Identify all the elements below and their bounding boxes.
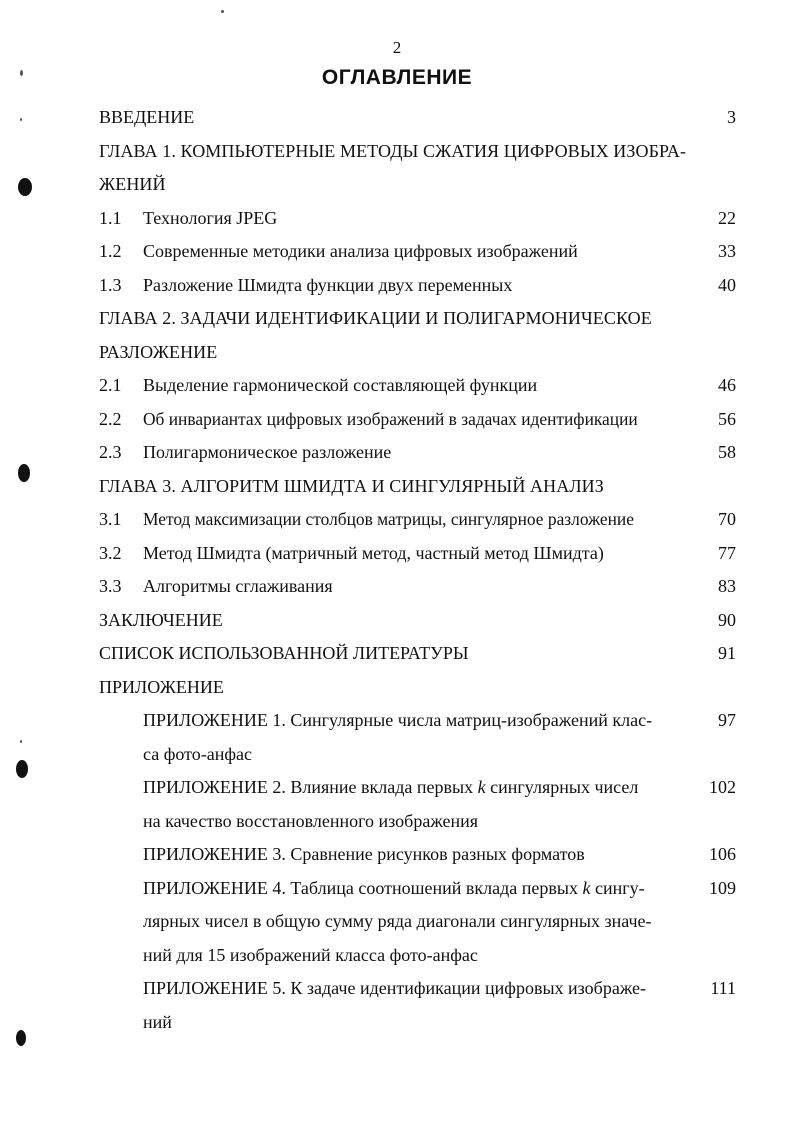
toc-entry-label: ВВЕДЕНИЕ bbox=[99, 107, 195, 127]
scan-speck bbox=[20, 740, 22, 743]
toc-chapter-label: ГЛАВА 1. КОМПЬЮТЕРНЫЕ МЕТОДЫ СЖАТИЯ ЦИФРОВЫХ ИЗОБРА- bbox=[99, 140, 687, 161]
toc-chapter-2-cont bbox=[99, 336, 744, 370]
toc-section-page: 77 bbox=[718, 542, 736, 563]
toc-section-number: 3.3 bbox=[99, 576, 122, 596]
toc-section-number: 3.1 bbox=[99, 509, 122, 529]
toc-chapter-label-cont: РАЗЛОЖЕНИЕ bbox=[99, 341, 218, 362]
scan-mark bbox=[16, 760, 28, 778]
toc-entry-page: 3 bbox=[727, 107, 736, 127]
toc-appendix-page: 97 bbox=[718, 710, 736, 730]
toc-appendix-k: k bbox=[582, 877, 591, 898]
toc-section-2-3[interactable] bbox=[99, 436, 744, 470]
toc-section-number: 2.2 bbox=[99, 408, 122, 429]
toc-appendix-line: ний для 15 изображений класса фото-анфас bbox=[143, 944, 478, 965]
toc-appendix-2[interactable] bbox=[99, 771, 744, 838]
toc-chapter-2[interactable] bbox=[99, 302, 744, 336]
toc-appendix-line: ПРИЛОЖЕНИЕ 5. К задаче идентификации цифровых изображе- bbox=[143, 978, 647, 998]
toc-appendix-3[interactable] bbox=[99, 838, 744, 872]
toc-appendix-line: ПРИЛОЖЕНИЕ 2. Влияние вклада первых bbox=[143, 777, 478, 797]
toc-appendix-page: 102 bbox=[709, 777, 736, 797]
toc-entry-label: СПИСОК ИСПОЛЬЗОВАННОЙ ЛИТЕРАТУРЫ bbox=[99, 643, 469, 663]
toc-appendix-1[interactable] bbox=[99, 704, 744, 771]
toc-entry-appendix[interactable] bbox=[99, 671, 744, 705]
toc-section-2-2[interactable] bbox=[99, 403, 744, 437]
toc-chapter-1-cont bbox=[99, 168, 744, 202]
toc-appendix-line: са фото-анфас bbox=[143, 743, 253, 764]
toc-section-1-1[interactable] bbox=[99, 202, 744, 236]
scan-mark bbox=[18, 178, 32, 196]
toc-section-2-1[interactable] bbox=[99, 369, 744, 403]
toc-section-3-2[interactable] bbox=[99, 537, 744, 571]
toc-section-number: 3.2 bbox=[99, 542, 122, 563]
toc-section-label: Метод максимизации столбцов матрицы, сингулярное разложение bbox=[143, 509, 634, 529]
toc-section-page: 70 bbox=[718, 509, 736, 529]
toc-appendix-line: на качество восстановленного изображения bbox=[143, 810, 479, 831]
toc-section-number: 2.1 bbox=[99, 375, 122, 395]
table-of-contents bbox=[99, 101, 744, 1039]
toc-section-number: 1.2 bbox=[99, 241, 122, 261]
page-title: ОГЛАВЛЕНИЕ bbox=[321, 66, 473, 89]
toc-appendix-line: ПРИЛОЖЕНИЕ 1. Сингулярные числа матриц-изображений клас- bbox=[143, 710, 653, 730]
toc-section-number: 1.1 bbox=[99, 207, 122, 228]
toc-chapter-1[interactable] bbox=[99, 135, 744, 169]
scan-mark bbox=[18, 464, 30, 482]
scan-speck bbox=[221, 10, 224, 13]
toc-section-label: Об инвариантах цифровых изображений в задачах идентификации bbox=[143, 408, 638, 429]
toc-appendix-5[interactable] bbox=[99, 972, 744, 1039]
toc-section-number: 2.3 bbox=[99, 442, 122, 462]
toc-section-page: 56 bbox=[718, 408, 736, 429]
toc-section-label: Алгоритмы сглаживания bbox=[143, 576, 333, 596]
toc-section-1-2[interactable] bbox=[99, 235, 744, 269]
toc-section-page: 83 bbox=[718, 576, 736, 596]
toc-appendix-line: сингу- bbox=[590, 877, 645, 898]
toc-entry-page: 91 bbox=[718, 643, 736, 663]
toc-appendix-line: ПРИЛОЖЕНИЕ 3. Сравнение рисунков разных форматов bbox=[143, 844, 585, 864]
toc-section-3-3[interactable] bbox=[99, 570, 744, 604]
toc-section-page: 33 bbox=[718, 241, 736, 261]
toc-section-label: Современные методики анализа цифровых изображений bbox=[143, 241, 578, 261]
toc-entry-page: 90 bbox=[718, 609, 736, 630]
page-number: 2 bbox=[392, 38, 402, 57]
toc-entry-references[interactable] bbox=[99, 637, 744, 671]
toc-entry-conclusion[interactable] bbox=[99, 604, 744, 638]
toc-chapter-label-cont: ЖЕНИЙ bbox=[99, 174, 166, 194]
toc-section-1-3[interactable] bbox=[99, 269, 744, 303]
toc-appendix-page: 111 bbox=[710, 978, 736, 998]
toc-section-3-1[interactable] bbox=[99, 503, 744, 537]
toc-appendix-4[interactable] bbox=[99, 872, 744, 973]
toc-chapter-3[interactable] bbox=[99, 470, 744, 504]
toc-section-page: 46 bbox=[718, 375, 736, 395]
scan-mark bbox=[16, 1030, 26, 1046]
scan-speck bbox=[20, 118, 22, 121]
toc-appendix-page: 109 bbox=[709, 877, 736, 898]
toc-appendix-line: лярных чисел в общую сумму ряда диагонали сингулярных значе- bbox=[143, 911, 652, 931]
toc-appendix-page: 106 bbox=[709, 844, 736, 864]
toc-appendix-line: сингулярных чисел bbox=[485, 777, 639, 797]
toc-section-page: 58 bbox=[718, 442, 736, 462]
toc-entry-label: ПРИЛОЖЕНИЕ bbox=[99, 676, 224, 697]
toc-section-page: 22 bbox=[718, 207, 736, 228]
toc-entry-intro[interactable] bbox=[99, 101, 744, 135]
toc-appendix-k: k bbox=[477, 777, 486, 797]
toc-section-label: Полигармоническое разложение bbox=[143, 442, 392, 462]
toc-section-page: 40 bbox=[718, 274, 736, 295]
toc-section-label: Выделение гармонической составляющей функции bbox=[143, 375, 538, 395]
toc-chapter-label: ГЛАВА 3. АЛГОРИТМ ШМИДТА И СИНГУЛЯРНЫЙ АНАЛИЗ bbox=[99, 475, 604, 496]
toc-section-number: 1.3 bbox=[99, 274, 122, 295]
toc-section-label: Технология JPEG bbox=[143, 207, 278, 228]
toc-entry-label: ЗАКЛЮЧЕНИЕ bbox=[99, 609, 223, 630]
toc-section-label: Разложение Шмидта функции двух переменных bbox=[143, 274, 513, 295]
toc-chapter-label: ГЛАВА 2. ЗАДАЧИ ИДЕНТИФИКАЦИИ И ПОЛИГАРМОНИЧЕСКОЕ bbox=[99, 308, 652, 328]
toc-appendix-line: ний bbox=[143, 1011, 172, 1032]
toc-section-label: Метод Шмидта (матричный метод, частный метод Шмидта) bbox=[143, 542, 604, 563]
toc-appendix-line: ПРИЛОЖЕНИЕ 4. Таблица соотношений вклада первых bbox=[143, 877, 583, 898]
